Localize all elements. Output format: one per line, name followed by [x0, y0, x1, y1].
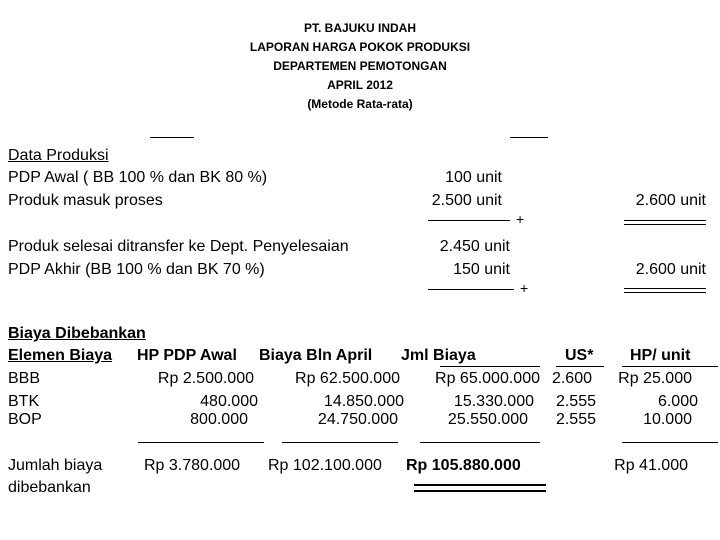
production-row-label: Produk masuk proses: [8, 192, 163, 209]
cost-element: BTK: [8, 393, 40, 410]
report-title: LAPORAN HARGA POKOK PRODUKSI: [249, 40, 471, 54]
total-double-rule: [624, 220, 706, 225]
header-hp-unit: HP/ unit: [630, 347, 691, 364]
cost-hp-pdp-awal: 480.000: [200, 393, 258, 410]
cost-biaya-bln-april: 24.750.000: [317, 411, 398, 428]
cost-hp-pdp-awal: Rp 2.500.000: [157, 370, 254, 387]
total-label-cont: dibebankan: [8, 479, 91, 496]
cost-jml-biaya: Rp 65.000.000: [435, 370, 540, 387]
company-name: PT. BAJUKU INDAH: [303, 21, 416, 35]
total-double-rule: [624, 288, 706, 293]
production-title: Data Produksi: [8, 147, 109, 164]
header-hp-pdp-awal: HP PDP Awal: [137, 347, 237, 364]
total-jml-biaya: Rp 105.880.000: [406, 457, 521, 474]
cost-element: BBB: [8, 370, 41, 387]
cost-us: 2.555: [555, 393, 596, 410]
sum-rule: [420, 442, 540, 443]
plus-sign: +: [520, 280, 529, 296]
subtotal-rule: [428, 289, 514, 290]
cost-us: 2.600: [551, 370, 592, 387]
cost-element: BOP: [8, 411, 42, 428]
cost-hp-unit: 10.000: [643, 411, 692, 428]
sum-rule: [622, 442, 718, 443]
report-period: APRIL 2012: [327, 78, 393, 92]
total-label: Jumlah biaya: [8, 457, 103, 474]
costs-title: Biaya Dibebankan: [8, 325, 146, 342]
header-element: Elemen Biaya: [8, 347, 113, 364]
production-row-total: 2.600 unit: [635, 192, 706, 209]
header-rule-right: [510, 137, 548, 138]
cost-jml-biaya: 15.330.000: [453, 393, 534, 410]
cost-hp-pdp-awal: 800.000: [190, 411, 248, 428]
grand-total-double-rule: [414, 484, 546, 492]
cost-biaya-bln-april: 14.850.000: [323, 393, 404, 410]
subtotal-rule: [428, 220, 510, 221]
header-rule: [440, 366, 540, 367]
cost-us: 2.555: [555, 411, 596, 428]
production-row-label: PDP Akhir (BB 100 % dan BK 70 %): [8, 261, 265, 278]
department-name: DEPARTEMEN PEMOTONGAN: [273, 59, 447, 73]
header-biaya-bln-april: Biaya Bln April: [259, 347, 373, 364]
header-rule-left: [150, 137, 194, 138]
plus-sign: +: [516, 211, 525, 227]
cost-jml-biaya: 25.550.000: [447, 411, 528, 428]
production-row-total: 2.600 unit: [635, 261, 706, 278]
cost-hp-unit: Rp 25.000: [618, 370, 692, 387]
sum-rule: [282, 442, 398, 443]
costing-method: (Metode Rata-rata): [307, 97, 413, 111]
cost-biaya-bln-april: Rp 62.500.000: [295, 370, 400, 387]
production-row-label: PDP Awal ( BB 100 % dan BK 80 %): [8, 169, 268, 186]
production-row-label: Produk selesai ditransfer ke Dept. Penyelesaian: [8, 238, 349, 255]
header-rule: [556, 366, 604, 367]
total-hp-pdp-awal: Rp 3.780.000: [144, 457, 241, 474]
sum-rule: [138, 442, 264, 443]
header-jml-biaya: Jml Biaya: [401, 347, 476, 364]
production-row-qty: 100 unit: [445, 169, 502, 186]
total-biaya-bln-april: Rp 102.100.000: [268, 457, 382, 474]
cost-hp-unit: 6.000: [657, 393, 698, 410]
production-row-qty: 2.500 unit: [431, 192, 502, 209]
production-row-qty: 2.450 unit: [439, 238, 510, 255]
header-rule: [622, 366, 718, 367]
total-hp-unit: Rp 41.000: [614, 457, 688, 474]
production-row-qty: 150 unit: [453, 261, 510, 278]
header-us: US*: [565, 347, 594, 364]
